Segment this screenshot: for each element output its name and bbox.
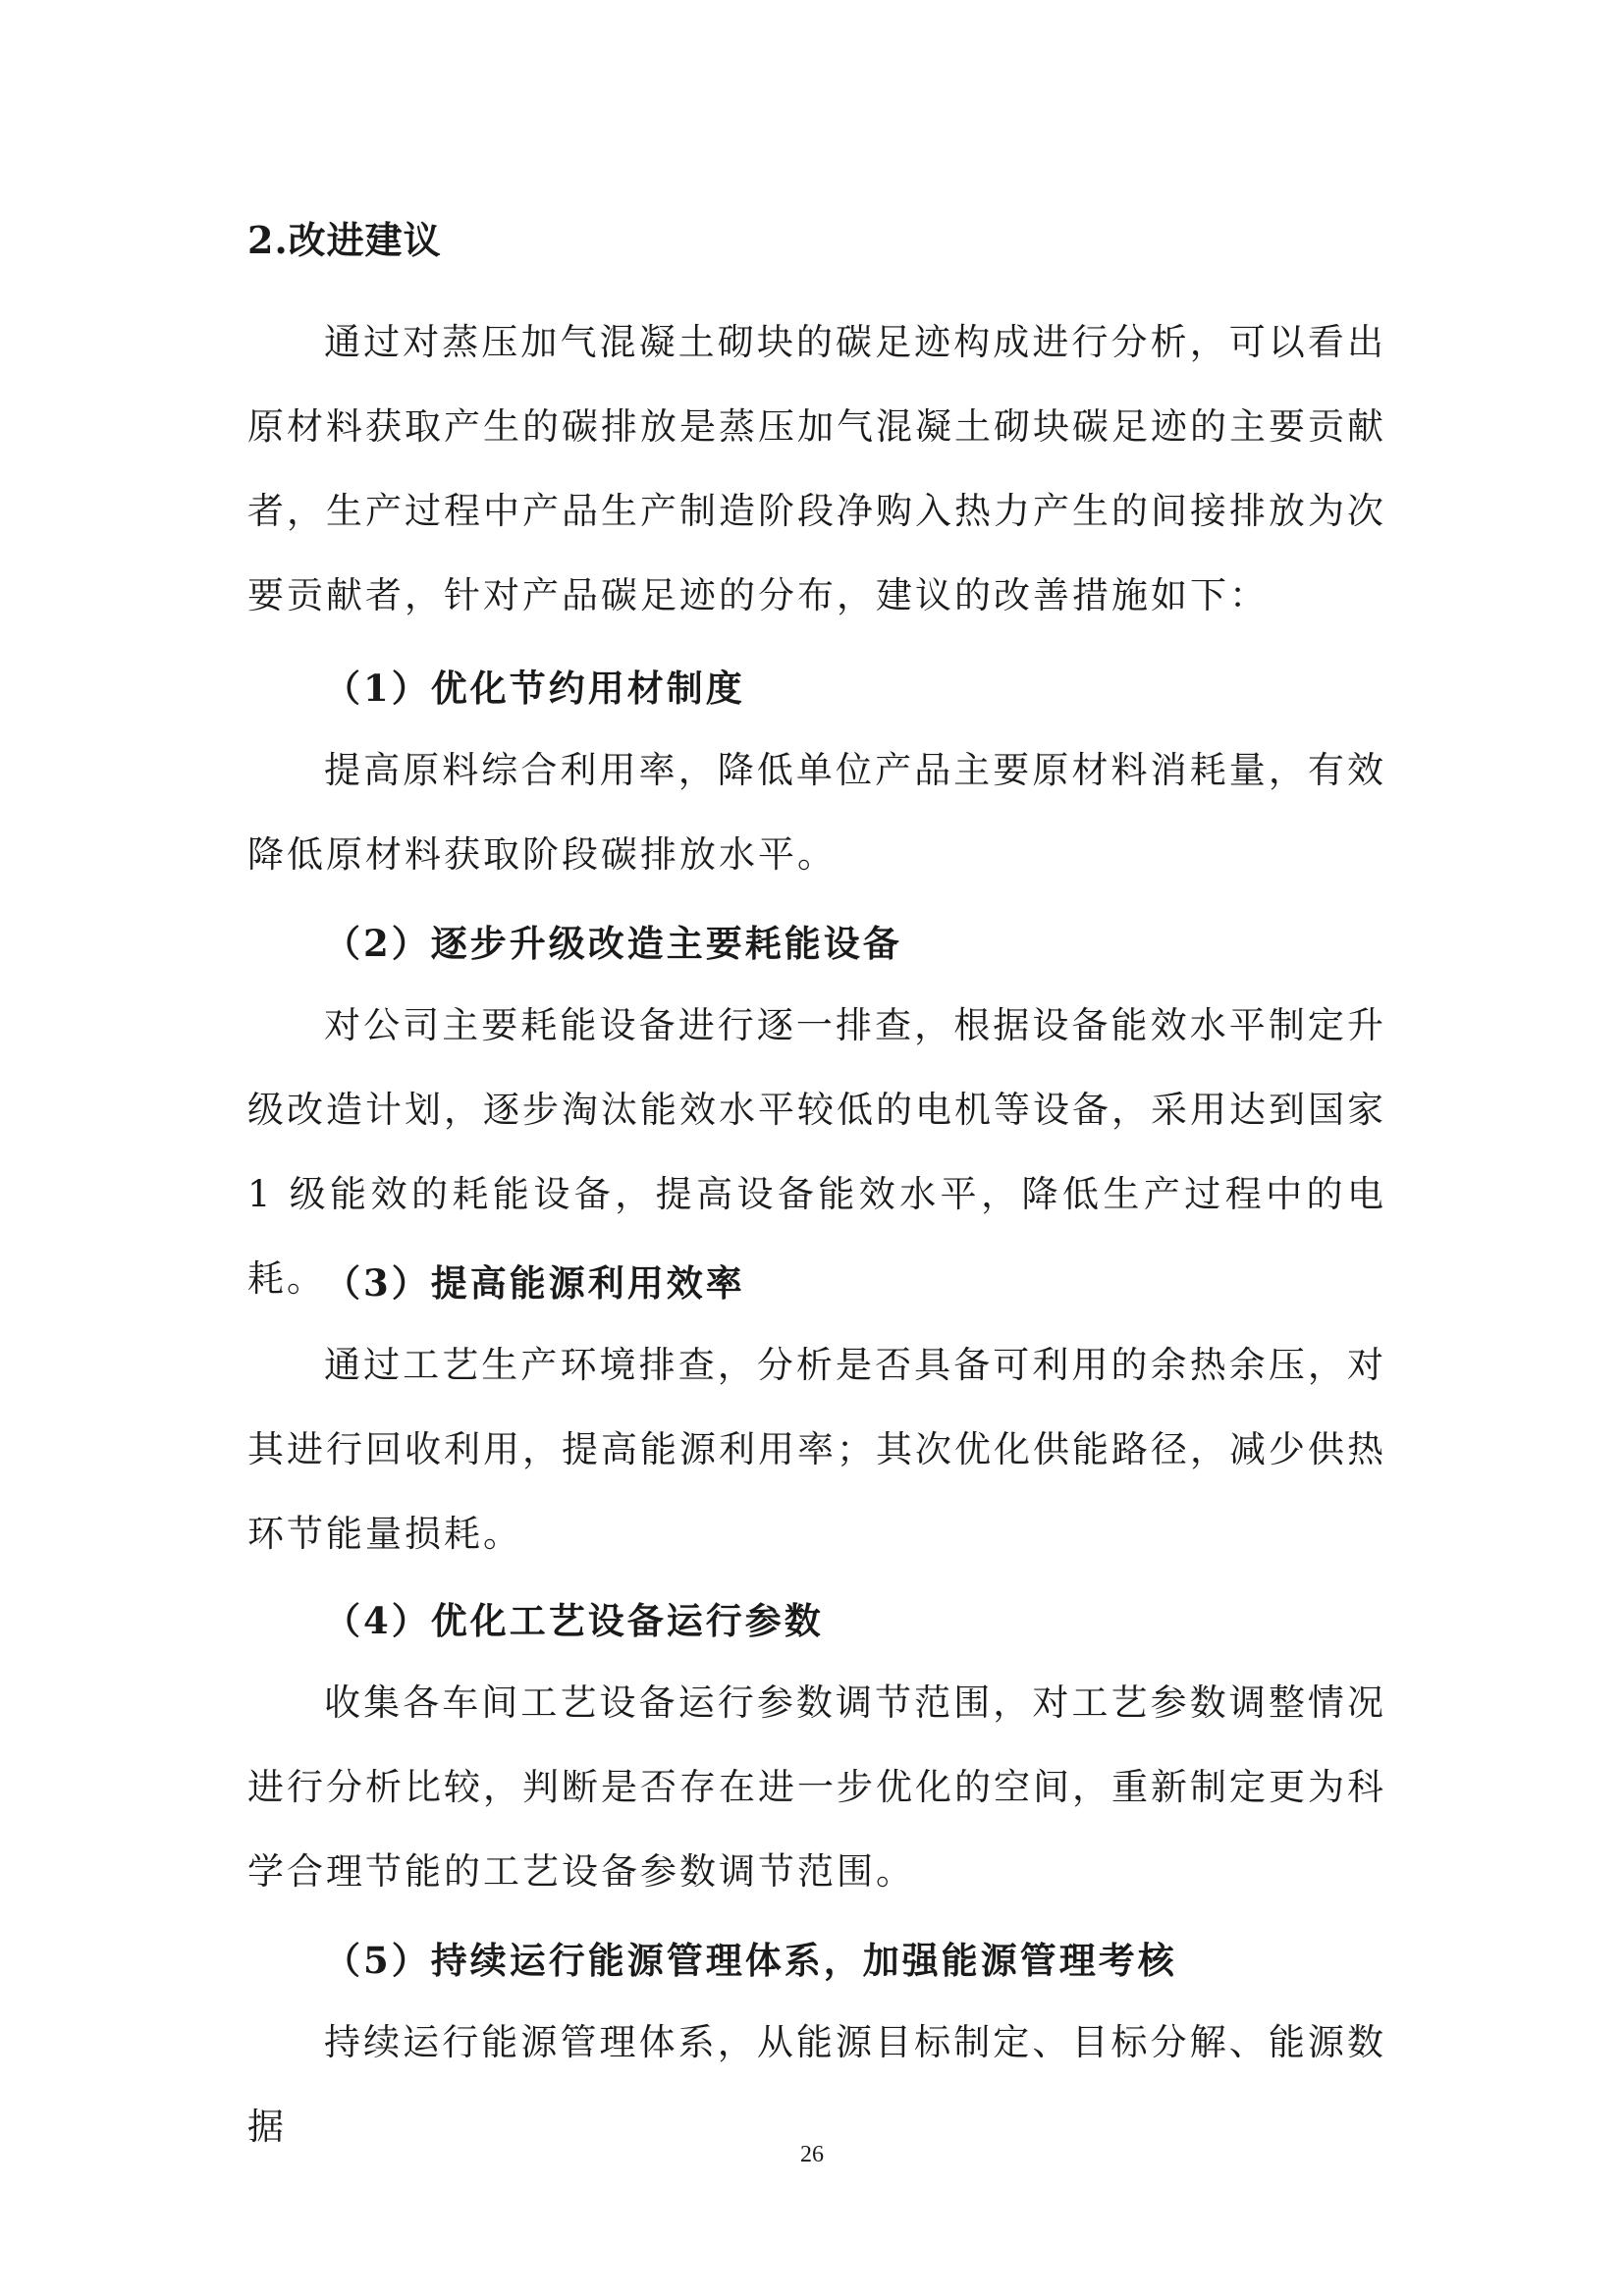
item-3-heading: （3）提高能源利用效率	[324, 1261, 745, 1305]
item-5-paragraph: 持续运行能源管理体系，从能源目标制定、目标分解、能源数据	[247, 2021, 1386, 2148]
item-3-paragraph: 通过工艺生产环境排查，分析是否具备可利用的余热余压，对其进行回收利用，提高能源利用率；其次优化供能路径，减少供热环节能量损耗。	[247, 1344, 1386, 1555]
item-5-heading: （5）持续运行能源管理体系，加强能源管理考核	[324, 1939, 1177, 1982]
item-2-heading: （2）逐步升级改造主要耗能设备	[324, 922, 902, 965]
item-4-heading: （4）优化工艺设备运行参数	[324, 1599, 824, 1642]
item-4-paragraph: 收集各车间工艺设备运行参数调节范围，对工艺参数调整情况进行分析比较，判断是否存在进一步优化的空间，重新制定更为科学合理节能的工艺设备参数调节范围。	[247, 1682, 1386, 1893]
section-heading: 2.改进建议	[247, 218, 442, 262]
item-1-paragraph: 提高原料综合利用率，降低单位产品主要原材料消耗量，有效降低原材料获取阶段碳排放水平。	[247, 749, 1386, 876]
page-number: 26	[800, 2142, 824, 2167]
item-1-heading: （1）优化节约用材制度	[324, 667, 745, 710]
intro-paragraph: 通过对蒸压加气混凝土砌块的碳足迹构成进行分析，可以看出原材料获取产生的碳排放是蒸压加气混凝土砌块碳足迹的主要贡献者，生产过程中产品生产制造阶段净购入热力产生的间接排放为次要贡献者，针对产品碳足迹的分布，建议的改善措施如下：	[247, 321, 1386, 616]
item-2-paragraph: 对公司主要耗能设备进行逐一排查，根据设备能效水平制定升级改造计划，逐步淘汰能效水平较低的电机等设备，采用达到国家 1 级能效的耗能设备，提高设备能效水平，降低生产过程中的电耗。	[247, 1004, 1386, 1300]
